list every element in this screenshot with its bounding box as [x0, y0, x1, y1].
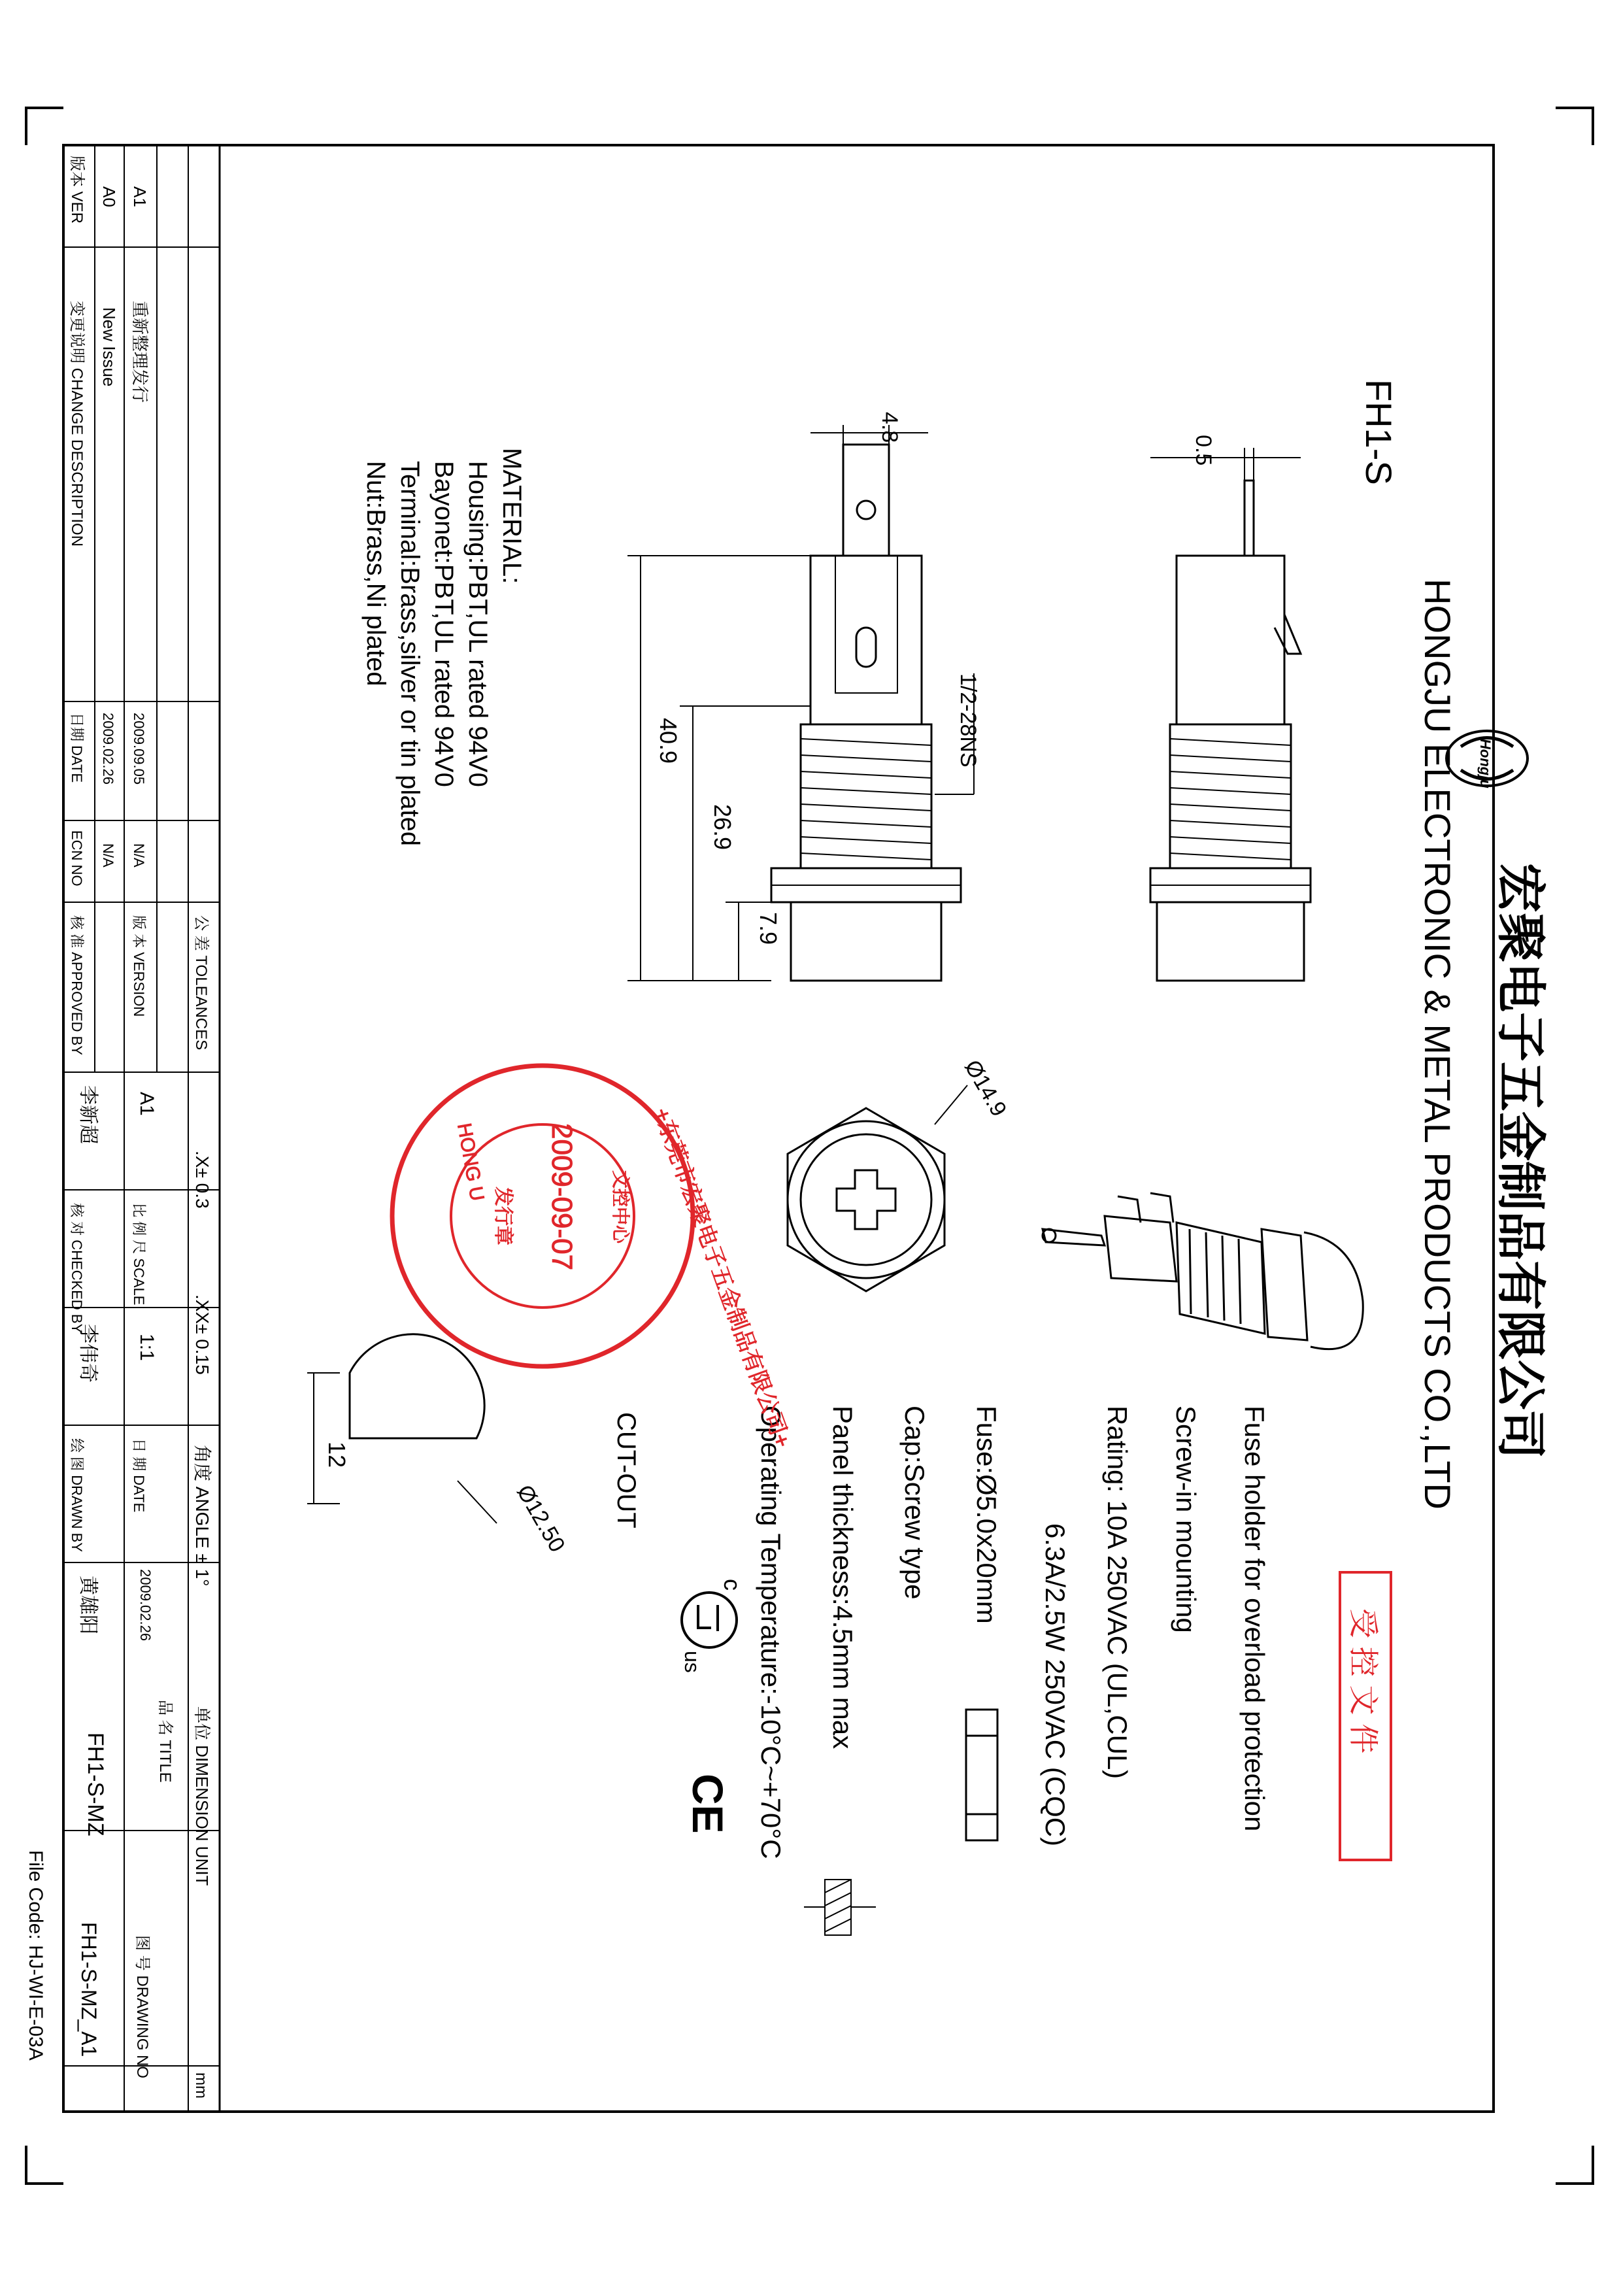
checked-label: 核 对 CHECKED BY [69, 1203, 85, 1334]
rev-a1-ver: A1 [130, 186, 150, 207]
dim-overall-length: 40.9 [655, 718, 682, 764]
tolerances-label: 公 差 TOLEANCES [192, 915, 210, 1051]
rev-a1-date: 2009.09.05 [131, 713, 147, 785]
dim-thread: 1/2-28NS [956, 673, 980, 768]
spec-line-5: Fuse:Ø5.0x20mm [971, 1406, 1002, 1624]
checked-name: 李伟奇 [77, 1324, 99, 1383]
spec-line-6: Cap:Screw type [899, 1406, 930, 1600]
stamp-side-text: HONG U [453, 1121, 488, 1203]
side-view-a [1150, 481, 1311, 981]
end-view [788, 1085, 967, 1291]
ul-mark-us: us [680, 1651, 704, 1673]
title-block-text [68, 156, 212, 2099]
file-code: File Code: HJ-WI-E-03A [25, 1850, 46, 2061]
material-notes [361, 448, 526, 846]
rev-a0-date: 2009.02.26 [100, 713, 116, 785]
stamp-outer-text: +东莞市宏聚电子五金制品有限公司+ [648, 1104, 795, 1451]
material-heading: MATERIAL: [497, 448, 526, 584]
dim-nut-diameter: Ø14.9 [960, 1056, 1012, 1121]
dim-terminal-width: 4.8 [877, 412, 902, 443]
approved-name: 李新超 [77, 1085, 99, 1144]
rev-header-ver: 版本 VER [68, 156, 86, 224]
ul-mark-c: c [719, 1579, 746, 1591]
rev-a0-ver: A0 [99, 186, 119, 207]
spec-line-3: Rating: 10A 250VAC (UL,CUL) [1102, 1406, 1133, 1780]
drawing-label: 图 号 DRAWING NO [133, 1935, 151, 2079]
ce-mark-icon: CE [684, 1774, 732, 1834]
material-line-3: Terminal:Brass,silver or tin plated [395, 461, 424, 847]
spec-line-8: Operating Temperature:-10°C~+70°C [756, 1406, 786, 1859]
company-cn: 宏聚电子五金制品有限公司 [1492, 863, 1548, 1459]
scale-value: 1:1 [136, 1334, 158, 1361]
drawn-name: 黄雄阳 [77, 1576, 99, 1634]
stamp-bottom-text: 发行章 [492, 1187, 514, 1245]
spec-line-7: Panel thickness:4.5mm max [827, 1406, 858, 1749]
issue-stamp [392, 1066, 795, 1451]
version-value: A1 [136, 1092, 158, 1116]
material-line-4: Nut:Brass,Ni plated [361, 461, 390, 686]
title-value: FH1-S-MZ [83, 1732, 108, 1836]
stamp-top-text: 文控中心 [610, 1170, 631, 1244]
tol-xx: .XX± 0.15 [192, 1294, 212, 1375]
dimension-labels [655, 412, 1216, 945]
cutout-view [307, 1334, 497, 1523]
unit-label: 单位 DIMENSION UNIT [192, 1706, 212, 1886]
version-label: 版 本 VERSION [131, 915, 147, 1017]
approved-label: 核 准 APPROVED BY [69, 915, 85, 1055]
date-value: 2009.02.26 [137, 1569, 154, 1642]
iso-view [1043, 1193, 1363, 1349]
dim-cap-length: 7.9 [755, 912, 782, 945]
spec-line-4: 6.3A/2.5W 250VAC (CQC) [1040, 1523, 1071, 1847]
rev-a1-ecn: N/A [131, 843, 147, 868]
tol-x: .X± 0.3 [192, 1151, 212, 1209]
fuse-icon [966, 1710, 997, 1840]
rev-header-date: 日期 DATE [69, 713, 85, 783]
controlled-doc-text: 受 控 文 件 [1346, 1608, 1380, 1754]
date-label: 日 期 DATE [131, 1438, 147, 1513]
material-line-1: Housing:PBT,UL rated 94V0 [463, 461, 492, 787]
rev-a1-desc: 重新整理发行 [130, 301, 150, 403]
spec-line-1: Fuse holder for overload protection [1239, 1406, 1270, 1832]
rev-a0-ecn: N/A [100, 843, 116, 868]
rev-a0-desc: New Issue [99, 307, 119, 387]
drawing-value: FH1-S-MZ_A1 [77, 1922, 101, 2057]
dim-cutout-diameter: Ø12.50 [512, 1481, 570, 1557]
unit-value: mm [192, 2072, 210, 2099]
ul-mark-icon [682, 1593, 737, 1647]
model-title: FH1-S [1358, 379, 1399, 485]
drawn-label: 绘 图 DRAWN BY [69, 1438, 85, 1552]
title-label: 品 名 TITLE [156, 1700, 174, 1783]
rev-header-desc: 变更说明 CHANGE DESCRIPTION [68, 301, 86, 547]
dim-body-length: 26.9 [709, 804, 736, 851]
cutout-label: CUT-OUT [612, 1412, 641, 1528]
controlled-doc-box [1340, 1572, 1391, 1860]
scale-label: 比 例 尺 SCALE [131, 1203, 147, 1306]
tol-angle: 角度 ANGLE ± 1° [192, 1445, 212, 1587]
spec-line-2: Screw-in mounting [1171, 1406, 1201, 1633]
dim-cutout-flat: 12 [324, 1442, 350, 1468]
stamp-date: 2009-09-07 [546, 1123, 578, 1271]
material-line-2: Bayonet:PBT,UL rated 94V0 [429, 461, 458, 787]
rev-header-ecn: ECN NO [69, 830, 85, 886]
logo-text: Hongju [1477, 739, 1494, 788]
company-en: HONGJU ELECTRONIC & METAL PRODUCTS CO.,LTD [1417, 579, 1458, 1510]
side-view-b [771, 445, 961, 981]
spec-notes [756, 1406, 1270, 1859]
panel-thickness-icon [804, 1880, 876, 1935]
dim-terminal-thickness: 0.5 [1191, 435, 1216, 466]
